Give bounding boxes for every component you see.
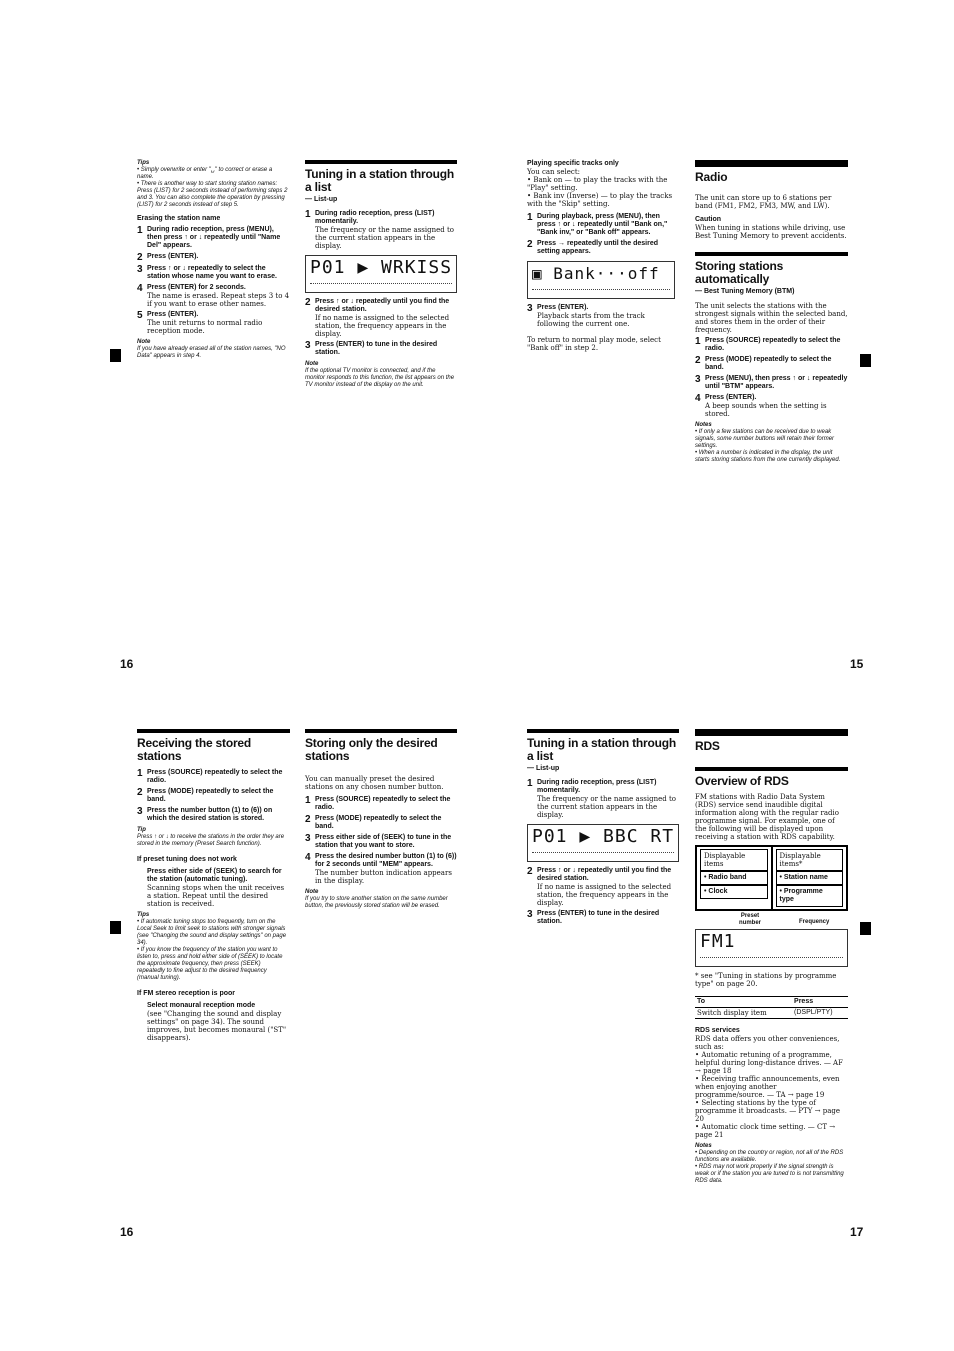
note-heading: Note: [137, 339, 151, 345]
rds-section: RDS Overview of RDS FM stations with Radio Data System (RDS) service send inaudible digital information along with the regular radio programme signal. For example, one of the following will be displayed upon receiving a station with RDS capability. Displayable items • Radio band • Clock Displayable items* • Station name • Programme type Preset number Frequency FM1 * see "Tuning in stations by programme type" on page 20. To Press Switch display item (DSPL/PTY) RDS services RDS data offers you other conveniences, such as: • Automatic retuning of a programme, helpful during long-distance drives. — AF → page 18 • Receiving traffic announcements, even when enjoying another programme/source. — TA → page 19 • Selecting stations by the type of programme it broadcasts. — PTY → page 20 • Automatic clock time setting. — CT → page 21 Notes • Depending on the country or region, not all of the RDS functions are available. • RDS may not work properly if the signal strength is weak or if the station you are tuned to is not transmitting RDS data.: [695, 729, 848, 1185]
rds-table: To Press Switch display item (DSPL/PTY): [695, 996, 848, 1019]
section-title: Tuning in a station through a list: [527, 736, 677, 763]
section-title: RDS: [695, 739, 720, 753]
page-tab-marker: [110, 921, 121, 934]
page-tab-marker: [860, 922, 871, 935]
section-title: Storing only the desired stations: [305, 736, 438, 763]
lcd-display: FM1: [695, 929, 848, 967]
section-heading: Playing specific tracks only: [527, 160, 619, 167]
note-text: If you have already erased all of the station names, "NO Data" appears in step 4.: [137, 346, 286, 359]
receiving-section: Receiving the stored stations 1 Press (SOURCE) repeatedly to select the radio. 2 Press (MODE) repeatedly to select the band. 3 Press the number button (1) to (6)) on which the desired station is stored. Tip Press ↑ or ↓ to receive the stations in the order they are stored in the memory (Preset Search function). If preset tuning does not work Press either side of (SEEK) to search for the station (automatic tuning). Scanning stops when the unit receives a station. Repeat until the desired station is received. Tips • If automatic tuning stops too frequently, turn on the Local Seek to limit seek to stations with stronger signals (see "Changing the sound and display settings" on page 34). • If you know the frequency of the station you want to listen to, press and hold either side of (SEEK) to locate the approximate frequency, then press (SEEK) repeatedly to fine adjust to the desired frequency (manual tuning). If FM stereo reception is poor Select monaural reception mode (see "Changing the sound and display settings" on page 34). The sound improves, but becomes monaural ("ST" disappears).: [137, 729, 290, 1042]
lcd-display: P01 ▶ WRKISS: [305, 255, 457, 293]
section-title: Storing stations automatically: [695, 259, 784, 286]
tuning-list-section: Tuning in a station through a list — List-up 1 During radio reception, press (LIST) momentarily. The frequency or the name assigned to the current station appears in the display. P01 ▶ BBC RT 2 Press ↑ or ↓ repeatedly until you find the desired station. If no name is assigned to the selected station, the frequency appears in the display. 3 Press (ENTER) to tune in the desired station.: [527, 729, 679, 926]
page-tab-marker: [860, 354, 871, 367]
section-title: Tuning in a station through a list: [305, 167, 455, 194]
page-number: 16: [120, 657, 134, 671]
tip-item: • There is another way to start storing station names: Press (LIST) for 2 seconds instead of performing steps 2 and 3. You can also complete the operation by pressing (LIST) for 2 seconds instead of step 5.: [137, 181, 288, 208]
step: 4 Press (ENTER) for 2 seconds. The name is erased. Repeat steps 3 to 4 if you want to erase other names.: [137, 283, 290, 308]
erasing-heading: Erasing the station name: [137, 215, 221, 222]
page-number: 15: [850, 657, 864, 671]
tips-column: [137, 160, 290, 360]
storing-desired-section: Storing only the desired stations You can manually preset the desired stations on any chosen number button. 1 Press (SOURCE) repeatedly to select the radio. 2 Press (MODE) repeatedly to select the band. 3 Press either side of (SEEK) to tune in the station that you want to store. 4 Press the desired number button (1) to (6)) for 2 seconds until "MEM" appears. The number button indication appears in the display. Note If you try to store another station on the same number button, the previously stored station will be erased.: [305, 729, 457, 910]
playing-tracks-section: Playing specific tracks only You can select: • Bank on — to play the tracks with the "Play" setting. • Bank inv (Inverse) — to play the tracks with the "Skip" setting. 1 During playback, press (MENU), then press ↑ or ↓ repeatedly until "Bank on," "Bank inv," or "Bank off" appears. 2 Press → repeatedly until the desired setting appears. ▣ Bank···off 3 Press (ENTER). Playback starts from the track following the current one. To return to normal play mode, select "Bank off" in step 2.: [527, 160, 675, 352]
page-number: 16: [120, 1225, 134, 1239]
radio-section: Radio The unit can store up to 6 stations per band (FM1, FM2, FM3, MW, and LW). Caution When tuning in stations while driving, use Best Tuning Memory to prevent accidents. Storing stations automatically — Best Tuning Memory (BTM) The unit selects the stations with the strongest signals within the selected band, and stores them in the order of their frequency. 1 Press (SOURCE) repeatedly to select the radio. 2 Press (MODE) repeatedly to select the band. 3 Press (MENU), then press ↑ or ↓ repeatedly until "BTM" appears. 4 Press (ENTER). A beep sounds when the setting is stored. Notes • If only a few stations can be received due to weak signals, some number buttons will retain their former settings. • When a number is indicated in the display, the unit starts storing stations from the one currently displayed.: [695, 160, 848, 464]
section-title: Radio: [695, 170, 728, 184]
displayable-items-box: Displayable items • Radio band • Clock Displayable items* • Station name • Programme type: [695, 845, 848, 911]
section-title: Receiving the stored stations: [137, 736, 252, 763]
section-subtitle: — List-up: [305, 196, 338, 203]
note-text: If the optional TV monitor is connected, and if the monitor responds to this function, the list appears on the TV monitor instead of the display on the unit.: [305, 368, 455, 388]
lcd-display: ▣ Bank···off: [527, 261, 675, 299]
step: 5 Press (ENTER). The unit returns to normal radio reception mode.: [137, 310, 263, 335]
step: 3 Press ↑ or ↓ repeatedly to select the station whose name you want to erase.: [137, 264, 277, 280]
tuning-list-section: Tuning in a station through a list — List-up 1 During radio reception, press (LIST) momentarily. The frequency or the name assigned to the current station appears in the display. P01 ▶ WRKISS 2 Press ↑ or ↓ repeatedly until you find the desired station. If no name is assigned to the selected station, the frequency appears in the display. 3 Press (ENTER) to tune in the desired station. Note If the optional TV monitor is connected, and if the monitor responds to this function, the list appears on the TV monitor instead of the display on the unit.: [305, 160, 457, 389]
lcd-display: P01 ▶ BBC RT: [527, 824, 679, 862]
page-number: 17: [850, 1225, 864, 1239]
step: 2 Press (ENTER).: [137, 252, 199, 263]
tip-item: • Simply overwrite or enter "␣" to correct or erase a name.: [137, 167, 273, 180]
step: 1 During radio reception, press (MENU), then press ↑ or ↓ repeatedly until "Name Del" appears.: [137, 225, 281, 249]
page-tab-marker: [110, 349, 121, 362]
tips-heading: Tips: [137, 160, 150, 166]
